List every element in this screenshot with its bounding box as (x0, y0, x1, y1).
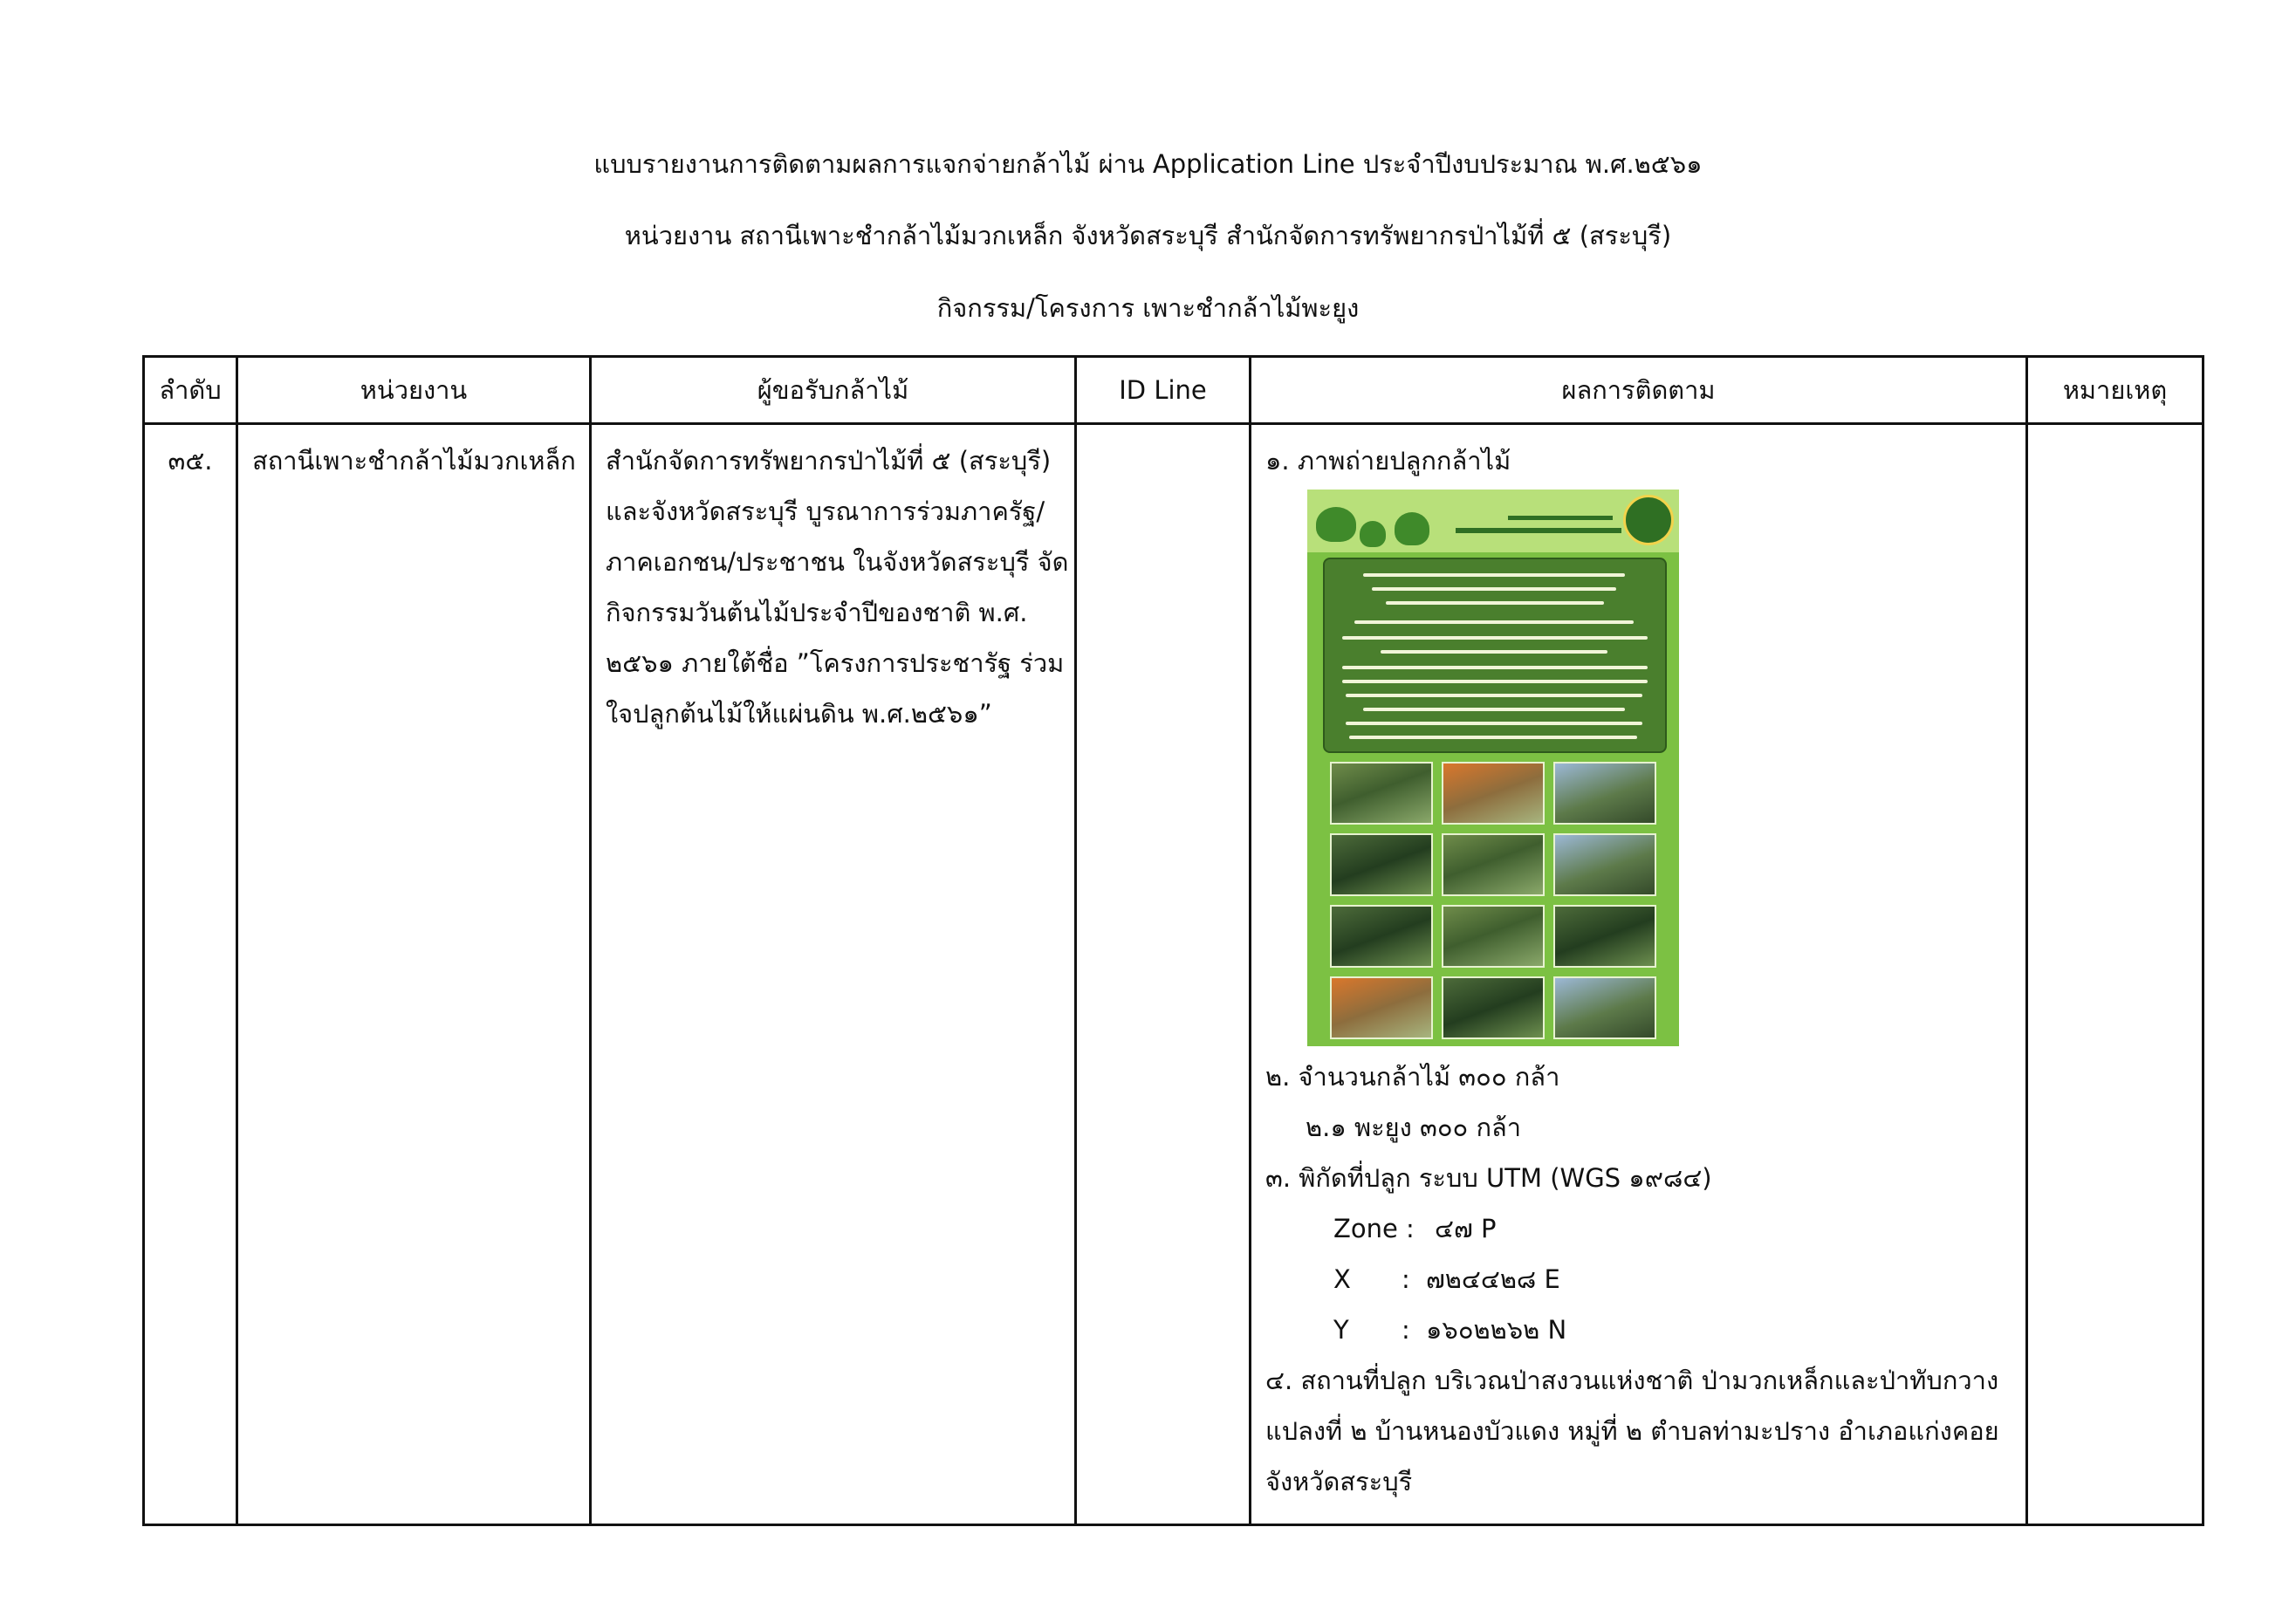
utm-x-sep: : (1402, 1264, 1410, 1294)
forest-department-logo (1623, 495, 1674, 545)
table-row (144, 424, 2203, 1525)
planting-photo (1442, 976, 1545, 1039)
recipient-line: สำนักจัดการทรัพยากรป่าไม้ที่ ๕ (สระบุรี) (606, 446, 1052, 476)
column-header-order: ลำดับ (144, 357, 237, 424)
planting-photo (1442, 833, 1545, 896)
planting-photo (1330, 905, 1433, 968)
planting-photo (1553, 976, 1656, 1039)
utm-x-label: X (1333, 1264, 1351, 1294)
utm-zone-value: ๔๗ P (1435, 1214, 1497, 1243)
result-item-photo: ๑. ภาพถ่ายปลูกกล้าไม้ (1265, 446, 1511, 476)
recipient-line: ภาคเอกชน/ประชาชน ในจังหวัดสระบุรี จัด (606, 547, 1069, 577)
recipient-line: ใจปลูกต้นไม้ให้แผ่นดิน พ.ศ.๒๕๖๑” (606, 699, 992, 729)
photo-grid (1330, 762, 1656, 1039)
tree-icon (1316, 507, 1356, 542)
utm-zone-label: Zone : (1333, 1214, 1415, 1243)
tree-icon (1360, 521, 1386, 547)
planting-photo (1553, 762, 1656, 825)
activity-line: กิจกรรม/โครงการ เพาะชำกล้าไม้พะยูง (936, 293, 1360, 323)
utm-y (1265, 1305, 2012, 1355)
planting-photo (1330, 762, 1433, 825)
recipient-line: และจังหวัดสระบุรี บูรณาการร่วมภาครัฐ/ (606, 496, 1045, 526)
result-item-location: แปลงที่ ๒ บ้านหนองบัวแดง หมู่ที่ ๒ ตำบลท่ามะปราง อำเภอแก่งคอย (1265, 1416, 1999, 1446)
planting-photo (1442, 762, 1545, 825)
planting-photo (1330, 976, 1433, 1039)
result-item-quantity: ๒. จำนวนกล้าไม้ ๓๐๐ กล้า (1265, 1062, 1560, 1092)
recipient-cell (591, 424, 1076, 1525)
planting-photo-poster (1307, 490, 1679, 1046)
column-header-recipient: ผู้ขอรับกล้าไม้ (591, 357, 1076, 424)
utm-y-label: Y (1333, 1315, 1349, 1345)
recipient-line: ๒๕๖๑ ภายใต้ชื่อ ”โครงการประชารัฐ ร่วม (606, 648, 1065, 678)
planting-photo (1553, 833, 1656, 896)
recipient-line: กิจกรรมวันต้นไม้ประจำปีของชาติ พ.ศ. (606, 598, 1028, 627)
utm-y-sep: : (1402, 1315, 1410, 1345)
result-cell (1251, 424, 2027, 1525)
poster-announcement-text (1323, 558, 1667, 753)
result-item-location: ๔. สถานที่ปลูก บริเวณป่าสงวนแห่งชาติ ป่ามวกเหล็กและป่าทับกวาง (1265, 1366, 1999, 1395)
column-header-id-line: ID Line (1076, 357, 1251, 424)
planting-photo (1442, 905, 1545, 968)
report-table (142, 355, 2204, 1526)
poster-org-text (1508, 516, 1613, 520)
column-header-result: ผลการติดตาม (1251, 357, 2027, 424)
planting-photo (1553, 905, 1656, 968)
column-header-remark: หมายเหตุ (2027, 357, 2203, 424)
planting-photo (1330, 833, 1433, 896)
id-line-cell (1076, 424, 1251, 1525)
report-title: แบบรายงานการติดตามผลการแจกจ่ายกล้าไม้ ผ่าน Application Line ประจำปีงบประมาณ พ.ศ.๒๕๖๑ (593, 149, 1703, 179)
utm-y-value: ๑๖๐๒๒๖๒ N (1426, 1315, 1567, 1345)
table-header-row (144, 357, 2203, 424)
result-item-species: ๒.๑ พะยูง ๓๐๐ กล้า (1306, 1113, 1522, 1142)
remark-cell (2027, 424, 2203, 1525)
column-header-agency: หน่วยงาน (237, 357, 591, 424)
result-item-location: จังหวัดสระบุรี (1265, 1467, 1413, 1496)
result-item-coordinates: ๓. พิกัดที่ปลูก ระบบ UTM (WGS ๑๙๘๔) (1265, 1163, 1712, 1193)
agency-cell: สถานีเพาะชำกล้าไม้มวกเหล็ก (237, 424, 591, 1525)
agency-line: หน่วยงาน สถานีเพาะชำกล้าไม้มวกเหล็ก จังหวัดสระบุรี สำนักจัดการทรัพยากรป่าไม้ที่ ๕ (สระบุรี) (624, 221, 1672, 250)
poster-org-text (1456, 528, 1621, 533)
tree-icon (1395, 512, 1429, 545)
utm-zone (1265, 1203, 2012, 1254)
order-cell: ๓๕. (144, 424, 237, 1525)
utm-x (1265, 1254, 2012, 1305)
utm-x-value: ๗๒๔๔๒๘ E (1426, 1264, 1560, 1294)
